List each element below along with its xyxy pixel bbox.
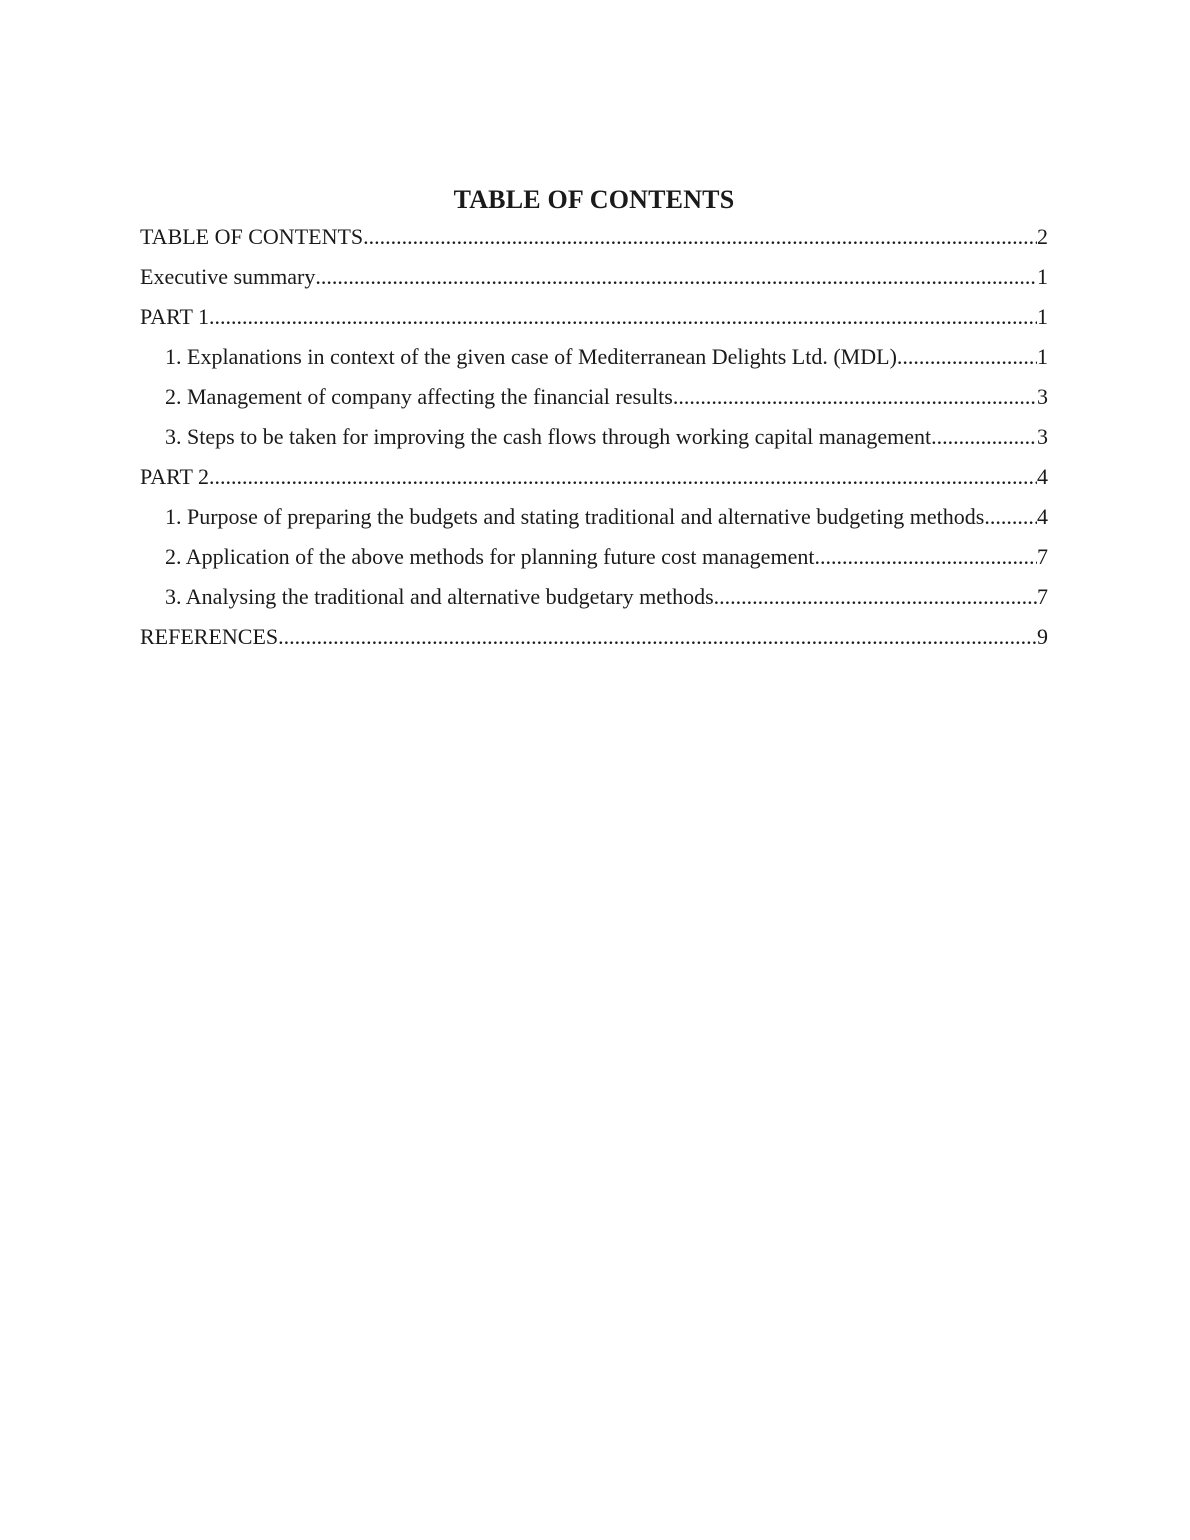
toc-entry-part1-item-1[interactable] (140, 337, 1048, 377)
toc-entry-label: 1. Explanations in context of the given case of Mediterranean Delights Ltd. (MDL) (165, 344, 897, 369)
toc-page-number: 1 (1037, 264, 1048, 289)
toc-entry-part2-item-3[interactable] (140, 577, 1048, 617)
toc-entry-table-of-contents[interactable] (140, 217, 1048, 257)
toc-dot-leader (714, 577, 1037, 617)
toc-page-number: 7 (1037, 544, 1048, 569)
toc-entry-label: Executive summary (140, 264, 316, 289)
toc-page-number: 2 (1037, 224, 1048, 249)
toc-entry-label: PART 1 (140, 304, 209, 329)
toc-dot-leader (673, 377, 1037, 417)
toc-page-number: 9 (1037, 624, 1048, 649)
toc-page-number: 1 (1037, 304, 1048, 329)
toc-entry-part1-item-3[interactable] (140, 417, 1048, 457)
toc-entry-part-2[interactable] (140, 457, 1048, 497)
toc-dot-leader (814, 537, 1037, 577)
toc-dot-leader (278, 617, 1037, 657)
toc-entry-label: REFERENCES (140, 624, 279, 649)
toc-dot-leader (984, 497, 1037, 537)
toc-heading: TABLE OF CONTENTS (453, 185, 735, 214)
toc-page-number: 3 (1037, 384, 1048, 409)
toc-entry-references[interactable] (140, 617, 1048, 657)
toc-dot-leader (315, 257, 1037, 297)
toc-dot-leader (931, 417, 1037, 457)
toc-dot-leader (363, 217, 1037, 257)
toc-page-number: 1 (1037, 344, 1048, 369)
toc-entry-label: TABLE OF CONTENTS (140, 224, 364, 249)
toc-entry-label: 2. Application of the above methods for planning future cost management (165, 544, 815, 569)
toc-page-number: 4 (1037, 464, 1048, 489)
toc-dot-leader (897, 337, 1037, 377)
toc-entry-executive-summary[interactable] (140, 257, 1048, 297)
toc-entry-part2-item-1[interactable] (140, 497, 1048, 537)
toc-page-number: 7 (1037, 584, 1048, 609)
toc-dot-leader (209, 297, 1037, 337)
toc-entry-label: PART 2 (140, 464, 209, 489)
toc-entry-label: 2. Management of company affecting the financial results (165, 384, 673, 409)
toc-page-number: 3 (1037, 424, 1048, 449)
toc-dot-leader (209, 457, 1037, 497)
toc-entry-part-1[interactable] (140, 297, 1048, 337)
toc-page-number: 4 (1037, 504, 1048, 529)
toc-entry-part1-item-2[interactable] (140, 377, 1048, 417)
toc-entry-label: 3. Steps to be taken for improving the cash flows through working capital management (165, 424, 932, 449)
toc-entry-label: 3. Analysing the traditional and alternative budgetary methods (165, 584, 714, 609)
toc-entry-part2-item-2[interactable] (140, 537, 1048, 577)
toc-entry-label: 1. Purpose of preparing the budgets and stating traditional and alternative budgeting methods (165, 504, 985, 529)
toc-list (140, 217, 1048, 657)
